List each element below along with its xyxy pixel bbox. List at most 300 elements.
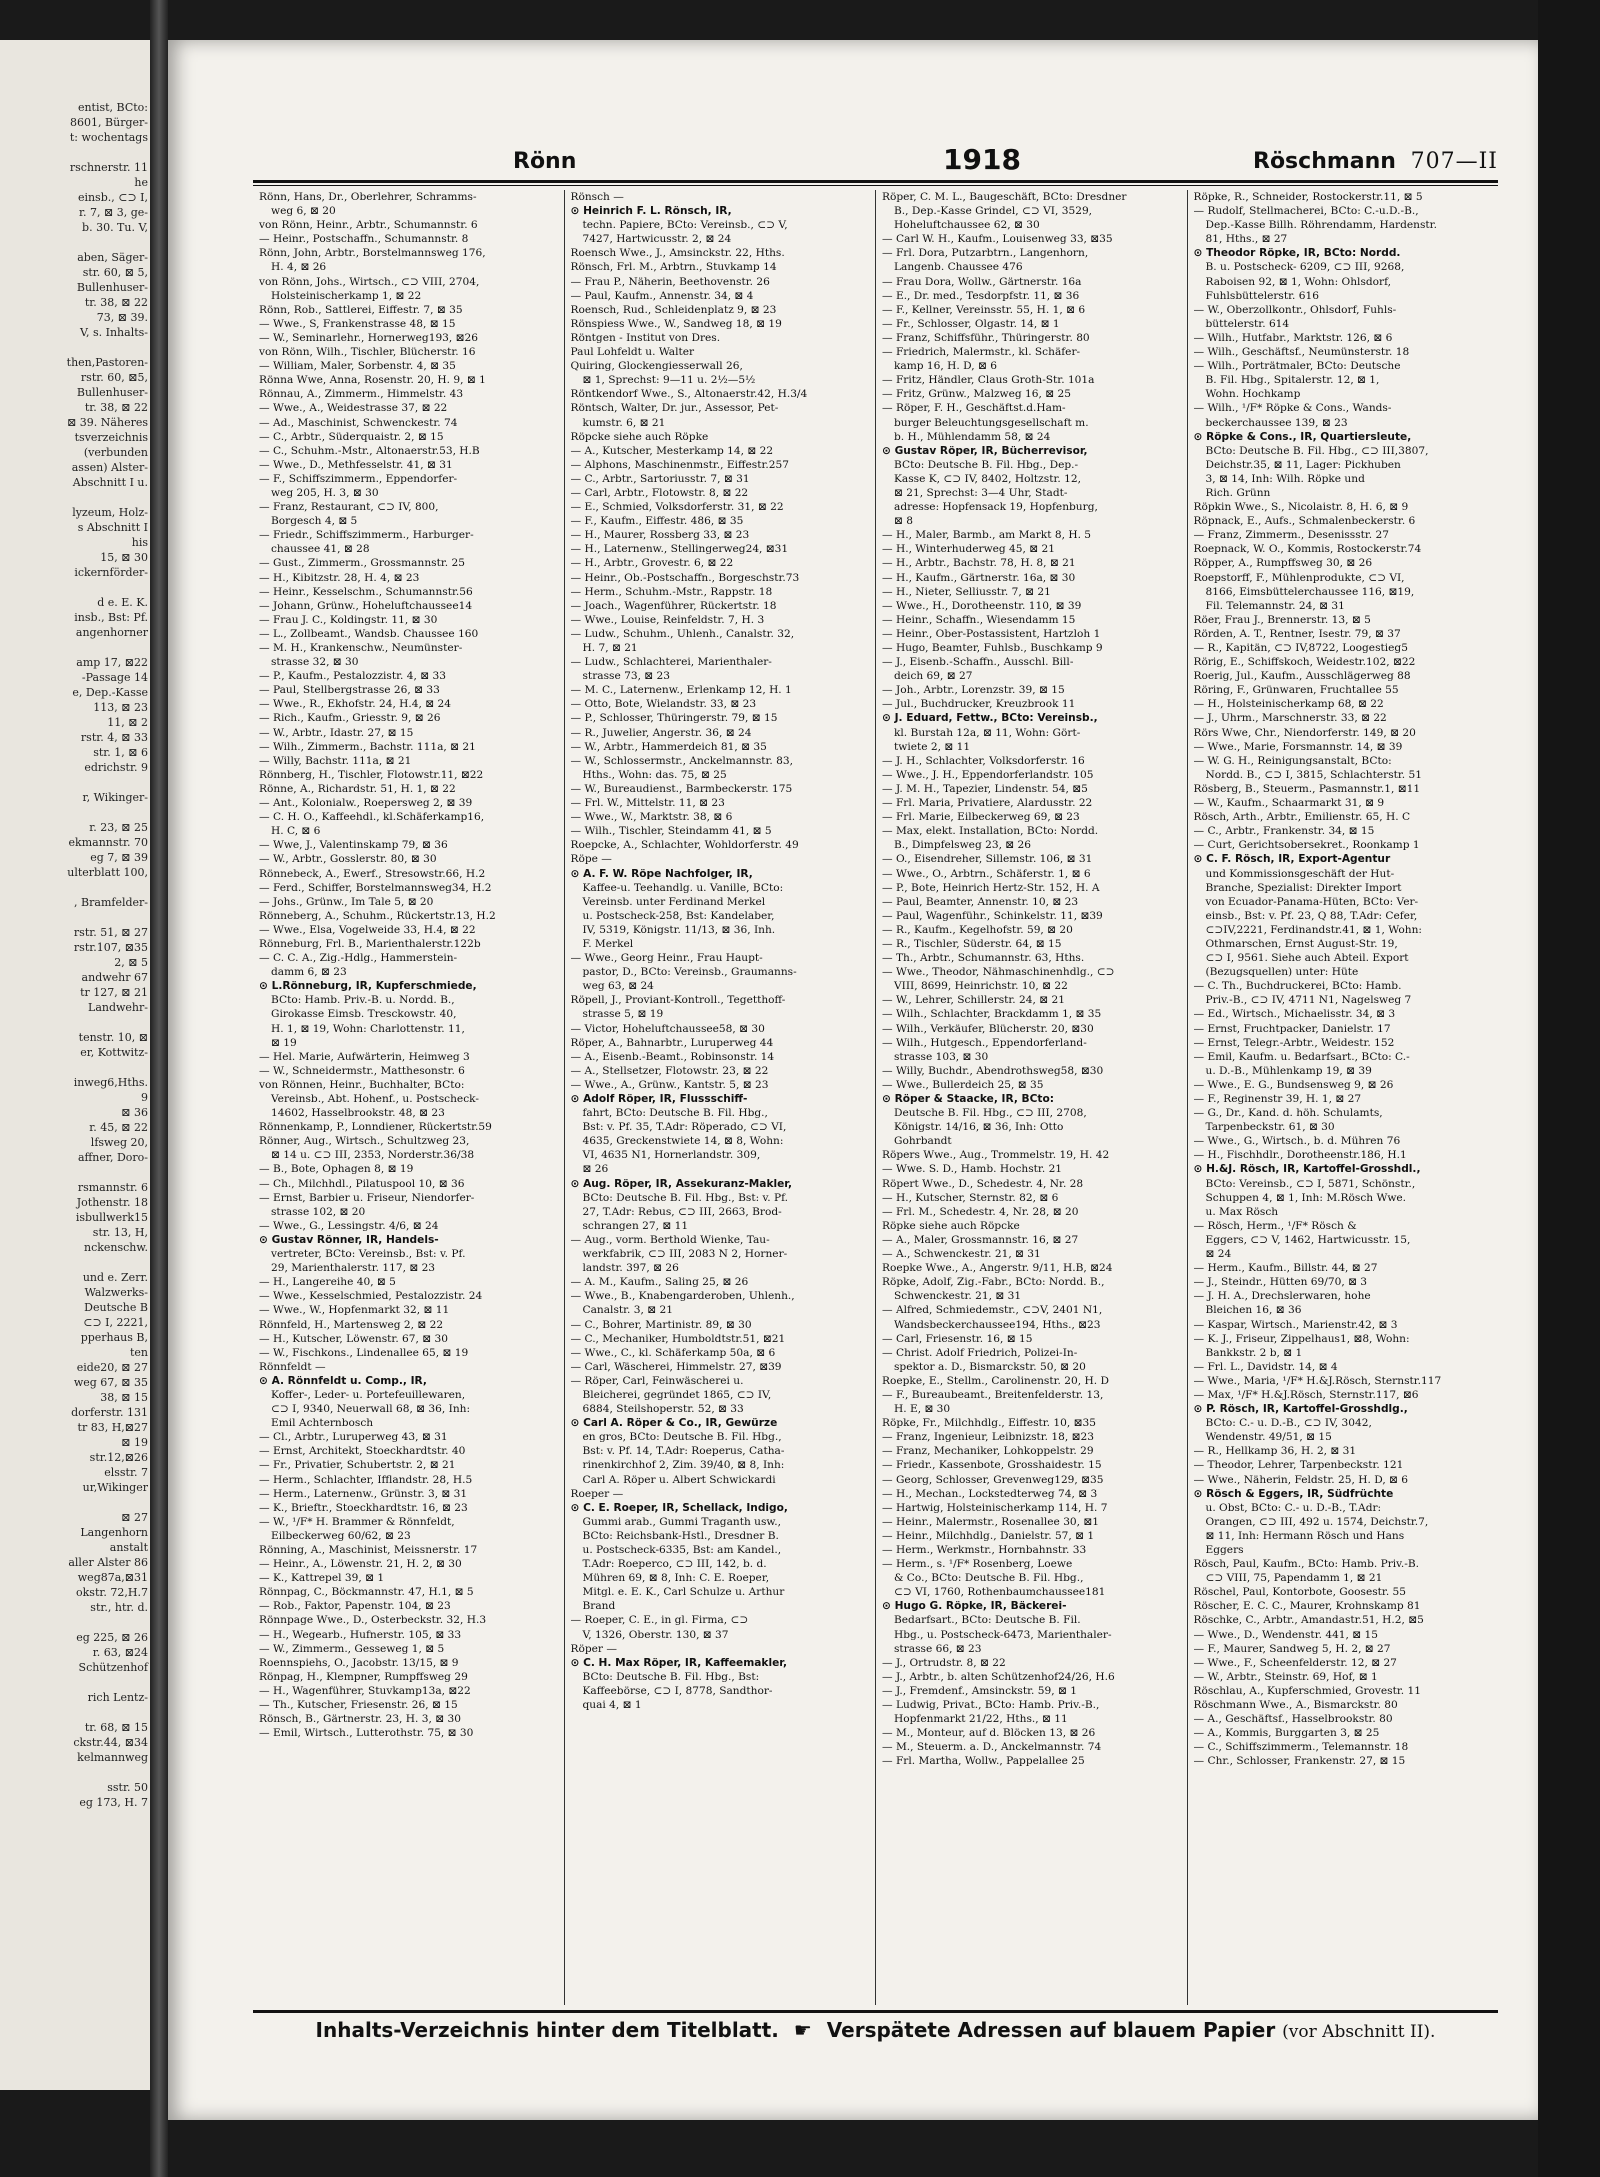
directory-entry: — Carl, Friesenstr. 16, ⊠ 15 [882,1332,1033,1345]
directory-entry: — Hel. Marie, Aufwärterin, Heimweg 3 [259,1050,470,1063]
directory-entry: Bedarfsart., BCto: Deutsche B. Fil. [894,1614,1081,1627]
pointing-hand-icon: ☛ [793,2018,812,2042]
directory-entry: — H., Maler, Barmb., am Markt 8, H. 5 [882,529,1092,542]
left-page-line: eg 225, ⊠ 26 [76,1631,148,1644]
directory-entry: strasse 102, ⊠ 20 [271,1205,366,1218]
directory-entry: 14602, Hasselbrookstr. 48, ⊠ 23 [271,1107,445,1120]
left-page-line: tsverzeichnis [74,431,148,444]
directory-entry: — J., Eisenb.-Schaffn., Ausschl. Bill- [882,656,1074,669]
directory-entry: — Röper, F. H., Geschäftst.d.Ham- [882,402,1066,415]
directory-entry: — Wwe., D., Methfesselstr. 41, ⊠ 31 [259,458,453,471]
directory-entry: ⊠ 19 [271,1036,297,1049]
directory-entry: Rörden, A. T., Rentner, Isestr. 79, ⊠ 37 [1193,627,1401,640]
left-page-line: -Passage 14 [81,671,148,684]
directory-entry: Orangen, ⊂⊃ III, 492 u. 1574, Deichstr.7, [1205,1515,1429,1528]
left-page-line: okstr. 72,H.7 [76,1586,148,1599]
directory-entry: — J., Fremdenf., Amsinckstr. 59, ⊠ 1 [882,1684,1077,1697]
directory-entry: — K., Brieftr., Stoeckhardtstr. 16, ⊠ 23 [259,1501,468,1514]
directory-entry: — Franz, Mechaniker, Lohkoppelstr. 29 [882,1445,1094,1458]
left-page-line [65,1705,148,1720]
directory-entry: Branche, Spezialist: Direkter Import [1205,881,1402,894]
left-page-line: und e. Zerr. [82,1271,148,1284]
directory-entry: und Kommissionsgeschäft der Hut- [1205,867,1395,880]
directory-entry: — Rudolf, Stellmacherei, BCto: C.-u.D.-B., [1193,205,1419,218]
left-page-line: entist, BCto: [77,101,148,114]
left-page-line: rschnerstr. 11 [69,161,148,174]
directory-entry: vertreter, BCto: Vereinsb., Bst: v. Pf. [271,1248,466,1261]
directory-entry: Röpe — [570,853,612,866]
directory-entry: — P., Kaufm., Pestalozzistr. 4, ⊠ 33 [259,670,446,683]
directory-entry: fahrt, BCto: Deutsche B. Fil. Hbg., [582,1107,768,1120]
directory-entry: — B., Bote, Ophagen 8, ⊠ 19 [259,1163,414,1176]
directory-entry: 27, T.Adr: Rebus, ⊂⊃ III, 2663, Brod- [582,1205,782,1218]
directory-page [168,40,1538,2120]
directory-entry: — W., Fischkons., Lindenallee 65, ⊠ 19 [259,1346,469,1359]
left-page-line: ⊠ 39. Näheres [67,416,148,429]
left-page-line: rich Lentz- [87,1691,148,1704]
directory-entry: — A., Eisenb.-Beamt., Robinsonstr. 14 [570,1050,775,1063]
left-page-line [65,1015,148,1030]
directory-entry: — Heinr., Malermstr., Rosenallee 30, ⊠1 [882,1515,1100,1528]
directory-entry: Roensch Wwe., J., Amsinckstr. 22, Hths. [570,247,785,260]
directory-entry: Rönna Wwe, Anna, Rosenstr. 20, H. 9, ⊠ 1 [259,374,486,387]
directory-entry: Koffer-, Leder- u. Portefeuillewaren, [271,1388,466,1401]
column-1 [253,190,565,2005]
directory-entry: — C., Schuhm.-Mstr., Altonaerstr.53, H.B [259,444,480,457]
directory-entry: — A., Kommis, Burggarten 3, ⊠ 25 [1193,1727,1380,1740]
directory-entry: techn. Papiere, BCto: Vereinsb., ⊂⊃ V, [582,219,788,232]
directory-entry: — K. J., Friseur, Zippelhaus1, ⊠8, Wohn: [1193,1332,1410,1345]
directory-entry: — A., Schwenckestr. 21, ⊠ 31 [882,1248,1041,1261]
directory-entry: — Franz, Restaurant, ⊂⊃ IV, 800, [259,501,439,514]
directory-entry: — W., Seminarlehr., Hornerweg193, ⊠26 [259,331,479,344]
directory-entry: — Herm., Schuhm.-Mstr., Rappstr. 18 [570,585,773,598]
directory-entry: F. Merkel [582,937,634,950]
directory-entry: Eggers, ⊂⊃ V, 1462, Hartwicusstr. 15, [1205,1233,1411,1246]
directory-entry: Rönnfeldt — [259,1360,326,1373]
left-page-line: rstr.107, ⊠35 [73,941,148,954]
directory-entry: ⊙ J. Eduard, Fettw., BCto: Vereinsb., [882,712,1098,725]
directory-entry: ⊠ 24 [1205,1248,1232,1261]
directory-entry: u. D.-B., Mühlenkamp 19, ⊠ 39 [1205,1064,1372,1077]
directory-entry: ⊠ 1, Sprechst: 9—11 u. 2½—5½ [582,374,756,387]
footer-rule [253,2010,1498,2013]
directory-entry: Röschel, Paul, Kontorbote, Goosestr. 55 [1193,1586,1407,1599]
left-page-line: e, Dep.-Kasse [72,686,148,699]
directory-entry: — Ant., Kolonialw., Roepersweg 2, ⊠ 39 [259,797,473,810]
directory-entry: Vereinsb., Abt. Hohenf., u. Postscheck- [271,1093,479,1105]
directory-entry: — Wwe., J. H., Eppendorferlandstr. 105 [882,768,1094,781]
directory-entry: strasse 32, ⊠ 30 [271,656,359,669]
directory-entry: — F., Schiffszimmerm., Eppendorfer- [259,472,458,485]
left-page-line: eide20, ⊠ 27 [76,1361,148,1374]
directory-entry: — Frl. M., Schedestr. 4, Nr. 28, ⊠ 20 [882,1205,1079,1218]
directory-entry: — Ed., Wirtsch., Michaelisstr. 34, ⊠ 3 [1193,1008,1396,1021]
left-page-line: he [134,176,148,189]
directory-entry: — R., Hellkamp 36, H. 2, ⊠ 31 [1193,1445,1357,1458]
left-page-line: sstr. 50 [107,1781,148,1794]
directory-entry: — A., Kutscher, Mesterkamp 14, ⊠ 22 [570,444,774,457]
directory-entry: ⊙ Theodor Röpke, IR, BCto: Nordd. [1193,247,1401,260]
directory-entry: — H., Laternenw., Stellingerweg24, ⊠31 [570,543,789,556]
directory-entry: rinenkirchhof 2, Zim. 39/40, ⊠ 8, Inh: [582,1459,785,1472]
directory-entry: — Wwe., O., Arbtrn., Schäferstr. 1, ⊠ 6 [882,867,1091,880]
left-page-line: amp 17, ⊠22 [76,656,148,669]
directory-entry: B., Dimpfelsweg 23, ⊠ 26 [894,839,1032,852]
left-page-line: inweg6,Hths. [73,1076,148,1089]
directory-entry: Röntgen - Institut von Dres. [570,331,721,344]
directory-entry: — Theodor, Lehrer, Tarpenbeckstr. 121 [1193,1459,1404,1472]
directory-entry: Röschlau, A., Kupferschmied, Grovestr. 11 [1193,1684,1421,1697]
left-page-line [65,880,148,895]
directory-entry: — Emil, Kaufm. u. Bedarfsart., BCto: C.- [1193,1050,1410,1063]
left-page-line: er, Kottwitz- [80,1046,148,1059]
directory-entry: — Victor, Hoheluftchaussee58, ⊠ 30 [570,1022,765,1035]
directory-entry: — J. H. A., Drechslerwaren, hohe [1193,1290,1371,1303]
left-page-line: V, s. Inhalts- [79,326,148,339]
directory-entry: ⊂⊃ VIII, 75, Papendamm 1, ⊠ 21 [1205,1572,1383,1585]
directory-entry: von Rönn, Wilh., Tischler, Blücherstr. 16 [259,346,476,359]
directory-entry: — Frau Dora, Wollw., Gärtnerstr. 16a [882,275,1082,288]
left-page-line: nckenschw. [83,1241,148,1254]
directory-entry: — Wwe., Marie, Forsmannstr. 14, ⊠ 39 [1193,740,1403,753]
directory-entry: — Frl. Dora, Putzarbtrn., Langenhorn, [882,247,1089,260]
directory-entry: — Curt, Gerichtsobersekret., Roonkamp 1 [1193,839,1420,852]
directory-entry: — J. H., Schlachter, Volksdorferstr. 16 [882,754,1085,767]
directory-entry: — M., Monteur, auf d. Blöcken 13, ⊠ 26 [882,1727,1096,1740]
directory-entry: — Wwe., Näherin, Feldstr. 25, H. D, ⊠ 6 [1193,1473,1409,1486]
directory-entry: Deutsche B. Fil. Hbg., ⊂⊃ III, 2708, [894,1107,1087,1120]
directory-entry: — F., Kaufm., Eiffestr. 486, ⊠ 35 [570,515,744,528]
directory-entry: — W., Kaufm., Schaarmarkt 31, ⊠ 9 [1193,797,1385,810]
directory-entry: — E., Schmied, Volksdorferstr. 31, ⊠ 22 [570,501,784,514]
directory-entry: — Carl, Wäscherei, Himmelstr. 27, ⊠39 [570,1360,782,1373]
left-page-line: 15, ⊠ 30 [100,551,148,564]
directory-entry: — C., Schiffszimmerm., Telemannstr. 18 [1193,1741,1409,1754]
left-page-line: insb., Bst: Pf. [74,611,148,624]
directory-entry: Priv.-B., ⊂⊃ IV, 4711 N1, Nagelsweg 7 [1205,994,1412,1007]
directory-entry: — H., Winterhuderweg 45, ⊠ 21 [882,543,1055,556]
directory-entry: (Bezugsquellen) unter: Hüte [1205,966,1359,979]
directory-entry: — C. Th., Buchdruckerei, BCto: Hamb. [1193,980,1402,993]
directory-entry: weg 6, ⊠ 20 [271,205,336,218]
directory-entry: — Cl., Arbtr., Luruperweg 43, ⊠ 31 [259,1431,448,1444]
directory-entry: Wohn. Hochkamp [1205,388,1301,401]
directory-entry: strasse 73, ⊠ 23 [582,670,671,683]
directory-entry: — Paul, Beamter, Annenstr. 10, ⊠ 23 [882,895,1079,908]
directory-entry: — Heinr., Schaffn., Wiesendamm 15 [882,613,1076,626]
directory-entry: — Rösch, Herm., ¹/F* Rösch & [1193,1219,1357,1232]
directory-entry: kumstr. 6, ⊠ 21 [582,416,666,429]
directory-entry: — P., Bote, Heinrich Hertz-Str. 152, H. A [882,881,1100,894]
directory-entry: Eilbeckerweg 60/62, ⊠ 23 [271,1529,411,1542]
left-page-line: r, Wikinger- [82,791,148,804]
directory-entry: ⊠ 8 [894,515,913,528]
directory-entry: — Max, ¹/F* H.&J.Rösch, Sternstr.117, ⊠6 [1193,1388,1419,1401]
left-page-line: Walzwerks- [84,1286,148,1299]
directory-entry: ⊙ Röpke & Cons., IR, Quartiersleute, [1193,430,1412,443]
directory-entry: u. Obst, BCto: C.- u. D.-B., T.Adr: [1205,1501,1382,1514]
directory-entry: Rörs Wwe, Chr., Niendorferstr. 149, ⊠ 20 [1193,726,1416,739]
directory-entry: Röring, F., Grünwaren, Fruchtallee 55 [1193,684,1399,697]
directory-entry: Gummi arab., Gummi Traganth usw., [582,1515,781,1528]
directory-entry: Eggers [1205,1544,1244,1556]
directory-entry: V, 1326, Oberstr. 130, ⊠ 37 [582,1628,729,1641]
directory-entry: — Franz, Schiffsführ., Thüringerstr. 80 [882,331,1090,344]
left-page-line: anstalt [109,1541,148,1554]
directory-entry: Rönneburg, Frl. B., Marienthalerstr.122b [259,937,481,950]
directory-entry: — Wwe, J., Valentinskamp 79, ⊠ 36 [259,839,448,852]
directory-entry: Bankkstr. 2 b, ⊠ 1 [1205,1346,1303,1359]
directory-entry: — Hugo, Beamter, Fuhlsb., Buschkamp 9 [882,642,1103,654]
header-left-word: Rönn [513,149,577,174]
directory-entry: 4635, Greckenstwiete 14, ⊠ 8, Wohn: [582,1135,784,1148]
directory-entry: — Kaspar, Wirtsch., Marienstr.42, ⊠ 3 [1193,1318,1398,1331]
left-page-line: isbullwerk15 [75,1211,148,1224]
left-page-line: Schützenhof [78,1661,148,1674]
directory-entry: Rönnau, A., Zimmerm., Himmelstr. 43 [259,388,464,401]
left-page-line: 11, ⊠ 2 [107,716,148,729]
directory-entry: — P., Schlosser, Thüringerstr. 79, ⊠ 15 [570,712,778,725]
footer-text-left: Inhalts-Verzeichnis hinter dem Titelblatt. [315,2018,779,2042]
left-page-line: d e. E. K. [97,596,148,609]
directory-entry: — H., Holsteinischerkamp 68, ⊠ 22 [1193,698,1384,711]
directory-entry: Hbg., u. Postscheck-6473, Marienthaler- [894,1628,1112,1641]
directory-entry: — Wwe. S. D., Hamb. Hochstr. 21 [882,1163,1063,1176]
directory-entry: B. u. Postscheck- 6209, ⊂⊃ III, 9268, [1205,261,1405,274]
directory-entry: Rönnfeld, H., Martensweg 2, ⊠ 22 [259,1318,444,1331]
directory-entry: VIII, 8699, Heinrichstr. 10, ⊠ 22 [894,980,1068,993]
directory-entry: — Wwe., W., Marktstr. 38, ⊠ 6 [570,811,733,824]
directory-entry: — M. C., Laternenw., Erlenkamp 12, H. 1 [570,684,792,697]
directory-entry: — J., Steindr., Hütten 69/70, ⊠ 3 [1193,1276,1368,1289]
left-page-line: lyzeum, Holz- [72,506,148,519]
directory-entry: — Alphons, Maschinenmstr., Eiffestr.257 [570,458,789,471]
left-page-line [65,640,148,655]
directory-entry: Wendenstr. 49/51, ⊠ 15 [1205,1431,1332,1444]
directory-entry: B. Fil. Hbg., Spitalerstr. 12, ⊠ 1, [1205,374,1380,387]
directory-entry: — Rich., Kaufm., Griesstr. 9, ⊠ 26 [259,712,441,725]
directory-entry: kl. Burstah 12a, ⊠ 11, Wohn: Gört- [894,726,1081,739]
directory-entry: Röschmann Wwe., A., Bismarckstr. 80 [1193,1699,1398,1712]
directory-entry: — Alfred, Schmiedemstr., ⊂⊃V, 2401 N1, [882,1304,1103,1317]
left-page-line [65,340,148,355]
directory-entry: Kasse K, ⊂⊃ IV, 8402, Holtzstr. 12, [894,472,1081,485]
directory-entry: Bst: v. Pf. 14, T.Adr: Roeperus, Catha- [582,1445,785,1458]
directory-entry: — Heinr., Kesselschm., Schumannstr.56 [259,585,473,598]
directory-entry: — H., Kibitzstr. 28, H. 4, ⊠ 23 [259,571,420,584]
directory-entry: — Heinr., A., Löwenstr. 21, H. 2, ⊠ 30 [259,1558,462,1571]
directory-entry: — Wwe., E. G., Bundsensweg 9, ⊠ 26 [1193,1078,1394,1091]
directory-entry: IV, 5319, Königstr. 11/13, ⊠ 36, Inh. [582,923,776,936]
directory-entry: Mitgl. e. E. K., Carl Schulze u. Arthur [582,1586,785,1599]
directory-entry: — W., Zimmerm., Gesseweg 1, ⊠ 5 [259,1642,445,1655]
directory-entry: — J., Ortrudstr. 8, ⊠ 22 [882,1656,1006,1669]
left-page-line: kelmannweg [77,1751,148,1764]
book-gutter [150,0,168,2177]
directory-entry: — Ludw., Schlachterei, Marienthaler- [570,656,772,669]
directory-entry: Röpers Wwe., Aug., Trommelstr. 19, H. 42 [882,1149,1110,1162]
directory-entry: — Wwe., S, Frankenstrasse 48, ⊠ 15 [259,317,456,330]
directory-entry: — C., Arbtr., Frankenstr. 34, ⊠ 15 [1193,825,1375,838]
directory-entry: — Wwe., A., Weidestrasse 37, ⊠ 22 [259,402,448,415]
directory-entry: H. E, ⊠ 30 [894,1403,951,1416]
directory-entry: Rönpag, H., Klempner, Rumpffsweg 29 [259,1670,468,1683]
directory-entry: büttelerstr. 614 [1205,317,1290,330]
directory-entry: Roensch, Rud., Schleidenplatz 9, ⊠ 23 [570,303,777,316]
directory-entry: Bleicherei, gegründet 1865, ⊂⊃ IV, [582,1388,772,1401]
left-page-line: dorferstr. 131 [71,1406,148,1419]
directory-entry: — Gust., Zimmerm., Grossmannstr. 25 [259,557,465,570]
directory-entry: — H., Arbtr., Bachstr. 78, H. 8, ⊠ 21 [882,557,1076,570]
directory-entry: — Wilh., Verkäufer, Blücherstr. 20, ⊠30 [882,1022,1094,1035]
directory-entry: — Wwe., Louise, Reinfeldstr. 7, H. 3 [570,613,765,626]
directory-entry: — Wwe., Georg Heinr., Frau Haupt- [570,952,763,965]
directory-entry: — Aug., vorm. Berthold Wienke, Tau- [570,1233,770,1246]
directory-entry: — W., Bureaudienst., Barmbeckerstr. 175 [570,782,793,795]
directory-entry: — G., Dr., Kand. d. höh. Schulamts, [1193,1107,1383,1120]
directory-entry: — W. G. H., Reinigungsanstalt, BCto: [1193,754,1392,767]
directory-entry: — Herm., Werkmstr., Hornbahnstr. 33 [882,1544,1087,1556]
directory-entry: ⊙ Rösch & Eggers, IR, Südfrüchte [1193,1487,1394,1500]
directory-entry: twiete 2, ⊠ 11 [894,740,971,753]
directory-entry: Raboisen 92, ⊠ 1, Wohn: Ohlsdorf, [1205,275,1392,288]
directory-entry: — William, Maler, Sorbenstr. 4, ⊠ 35 [259,360,456,373]
directory-entry: — Herm., Schlachter, Ifflandstr. 28, H.5 [259,1473,473,1486]
left-page-line: b. 30. Tu. V, [82,221,148,234]
left-page-line: 38, ⊠ 15 [100,1391,148,1404]
directory-entry: — Wwe., Maria, ¹/F* H.&J.Rösch, Sternstr.117 [1193,1374,1442,1387]
directory-entry: Röpper, A., Rumpffsweg 30, ⊠ 26 [1193,557,1373,570]
left-page-line: his [131,536,148,549]
directory-entry: B., Dep.-Kasse Grindel, ⊂⊃ VI, 3529, [894,205,1093,218]
directory-entry: Roepnack, W. O., Kommis, Rostockerstr.74 [1193,543,1422,556]
left-page-line: lfsweg 20, [90,1136,148,1149]
directory-entry: Nordd. B., ⊂⊃ I, 3815, Schlachterstr. 51 [1205,768,1423,781]
directory-entry: — Herm., Kaufm., Billstr. 44, ⊠ 27 [1193,1262,1378,1275]
directory-entry: — Willy, Bachstr. 111a, ⊠ 21 [259,754,412,767]
directory-entry: Dep.-Kasse Billh. Röhrendamm, Hardenstr. [1205,219,1437,232]
directory-entry: — C. H. O., Kaffeehdl., kl.Schäferkamp16, [259,811,485,824]
directory-entry: — Wwe., Bullerdeich 25, ⊠ 35 [882,1078,1044,1091]
page-footer [253,2018,1498,2048]
directory-entry: Röschke, C., Arbtr., Amandastr.51, H.2, ⊠5 [1193,1614,1424,1627]
directory-entry: — Wwe., Elsa, Vogelweide 33, H.4, ⊠ 22 [259,923,476,936]
left-page-line: 113, ⊠ 23 [93,701,148,714]
directory-entry: Paul Lohfeldt u. Walter [570,346,695,359]
directory-entry: Schwenckestr. 21, ⊠ 31 [894,1290,1022,1303]
directory-entry: Borgesch 4, ⊠ 5 [271,515,358,528]
left-page-line: then,Pastoren- [66,356,148,369]
directory-entry: damm 6, ⊠ 23 [271,966,347,979]
header-rule [253,185,1498,186]
directory-entry: — H., Kaufm., Gärtnerstr. 16a, ⊠ 30 [882,571,1076,584]
directory-entry: ⊂⊃ VI, 1760, Rothenbaumchaussee181 [894,1586,1106,1599]
directory-entry: — Emil, Wirtsch., Lutterothstr. 75, ⊠ 30 [259,1727,474,1740]
left-page-line [65,910,148,925]
directory-entry: — W., Oberzollkontr., Ohlsdorf, Fuhls- [1193,303,1397,316]
directory-entry: — M., Steuerm. a. D., Anckelmannstr. 74 [882,1741,1102,1754]
directory-entry: — Th., Arbtr., Schumannstr. 63, Hths. [882,952,1085,965]
scan-border [1538,0,1600,2177]
left-page-line: rstr. 4, ⊠ 33 [80,731,148,744]
directory-entry: — Ludw., Schuhm., Uhlenh., Canalstr. 32, [570,627,795,640]
directory-entry: — Franz, Zimmerm., Desenissstr. 27 [1193,529,1390,542]
directory-entry: ⊙ Heinrich F. L. Rönsch, IR, [570,205,732,218]
directory-entry: — C., Arbtr., Süderquaistr. 2, ⊠ 15 [259,430,444,443]
left-page-line: ulterblatt 100, [67,866,148,879]
directory-entry: — J., Arbtr., b. alten Schützenhof24/26, H.6 [882,1670,1115,1683]
left-page-line [65,805,148,820]
left-page-line: weg87a,⊠31 [77,1571,148,1584]
directory-entry: BCto: Hamb. Priv.-B. u. Nordd. B., [271,994,455,1007]
directory-entry: — W., Lehrer, Schillerstr. 24, ⊠ 21 [882,994,1065,1007]
directory-entry: — Heinr., Ober-Postassistent, Hartzloh 1 [882,627,1101,640]
directory-entry: — F., Reginenstr 39, H. 1, ⊠ 27 [1193,1093,1362,1105]
left-page-line: ur,Wikinger [82,1481,148,1494]
directory-entry: — Johann, Grünw., Hoheluftchaussee14 [259,599,473,612]
directory-entry: — Wwe., F., Scheenfelderstr. 12, ⊠ 27 [1193,1656,1397,1669]
directory-entry: pastor, D., BCto: Vereinsb., Graumanns- [582,966,797,979]
directory-entry: ⊂⊃ I, 9561. Siehe auch Abteil. Export [1205,952,1409,965]
directory-entry: ⊙ C. H. Max Röper, IR, Kaffeemakler, [570,1656,787,1669]
directory-entry: — W., Arbtr., Idastr. 27, ⊠ 15 [259,726,414,739]
directory-entry: 7427, Hartwicusstr. 2, ⊠ 24 [582,233,732,246]
directory-entry: Röntsch, Walter, Dr. jur., Assessor, Pet- [570,402,779,415]
directory-entry: — Wwe., A., Grünw., Kantstr. 5, ⊠ 23 [570,1078,769,1091]
directory-entry: — W., Schneidermstr., Matthesonstr. 6 [259,1064,465,1077]
directory-entry: — Max, elekt. Installation, BCto: Nordd. [882,825,1099,838]
directory-entry: Kaffee-u. Teehandlg. u. Vanille, BCto: [582,881,784,894]
directory-entry: 6884, Steilshoperstr. 52, ⊠ 33 [582,1403,744,1416]
directory-entry: — Friedrich, Malermstr., kl. Schäfer- [882,346,1081,359]
left-page-line: angenhorner [75,626,148,639]
directory-entry: — Heinr., Milchhdlg., Danielstr. 57, ⊠ 1 [882,1529,1095,1542]
directory-entry: Roeper — [570,1487,624,1500]
directory-entry: — Wilh., Hutgesch., Eppendorferland- [882,1036,1087,1049]
directory-entry: — Frl. W., Mittelstr. 11, ⊠ 23 [570,797,725,810]
directory-entry: — Carl W. H., Kaufm., Louisenweg 33, ⊠35 [882,233,1113,246]
directory-entry: — Frl. Martha, Wollw., Pappelallee 25 [882,1755,1085,1768]
directory-entry: Röper, C. M. L., Baugeschäft, BCto: Dresdner [882,191,1127,203]
left-page-line: str. 13, H, [92,1226,148,1239]
directory-entry: — Paul, Kaufm., Annenstr. 34, ⊠ 4 [570,289,754,302]
directory-entry: — Wwe., C., kl. Schäferkamp 50a, ⊠ 6 [570,1346,776,1359]
directory-entry: schrangen 27, ⊠ 11 [582,1219,689,1232]
directory-entry: Rönnebeck, A., Ewerf., Stresowstr.66, H.2 [259,867,486,880]
directory-entry: — M. H., Krankenschw., Neumünster- [259,642,463,654]
directory-entry: Rönnberg, H., Tischler, Flotowstr.11, ⊠22 [259,768,484,781]
left-page-line: weg 67, ⊠ 35 [73,1376,148,1389]
directory-entry: — J. M. H., Tapezier, Lindenstr. 54, ⊠5 [882,782,1088,795]
directory-entry: u. Max Rösch [1205,1205,1279,1218]
directory-entry: — Wwe., D., Wendenstr. 441, ⊠ 15 [1193,1628,1379,1641]
directory-entry: kamp 16, H. D, ⊠ 6 [894,360,997,373]
directory-entry: — C., Bohrer, Martinistr. 89, ⊠ 30 [570,1318,752,1331]
directory-entry: H. 7, ⊠ 21 [582,642,638,654]
directory-entry: — C., Arbtr., Sartoriusstr. 7, ⊠ 31 [570,472,750,485]
directory-columns [253,190,1498,2005]
directory-entry: Holsteinischerkamp 1, ⊠ 22 [271,289,422,302]
left-page-line: ⊠ 36 [121,1106,148,1119]
directory-entry: — H., Langereihe 40, ⊠ 5 [259,1276,396,1289]
left-page-line: tr. 68, ⊠ 15 [84,1721,148,1734]
left-page-line: Landwehr- [88,1001,148,1014]
directory-entry: u. Postscheck-6335, Bst: am Kandel., [582,1544,782,1556]
directory-entry: — Wwe., R., Ekhofstr. 24, H.4, ⊠ 24 [259,698,451,711]
left-page-line [65,1495,148,1510]
directory-entry: Rönspiess Wwe., W., Sandweg 18, ⊠ 19 [570,317,782,330]
